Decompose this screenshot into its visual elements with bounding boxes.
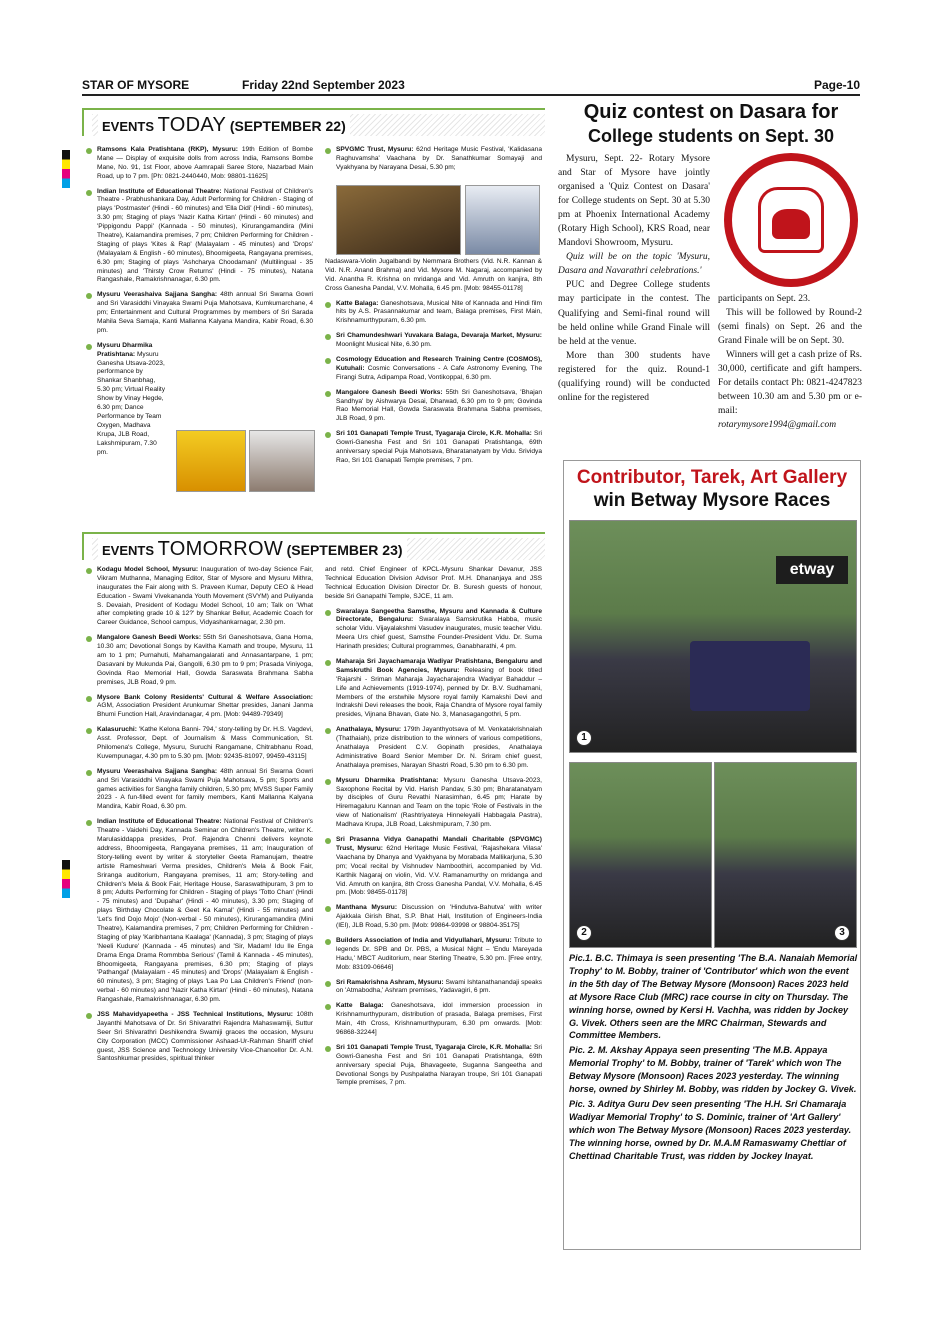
issue-date: Friday 22nd September 2023	[242, 78, 405, 92]
event-listing: Indian Institute of Educational Theatre: National Festival of Children's Theatre - Vaidehi Day, Kannada Seminar on Children's Theatre, writer K. Marulasiddappa presides, Prof. Rajendra Chenni delivers keynote address, Bhoomigeeta, Rangayana premises, 11 am; Inauguration of Story-telling event by writer & storyteller Geeta Ramanujam, theatre artiste Rameshwari Verma presides, Children's Mela & Book Fair, Sriranga auditorium, Rangayana premises, 11 am; Story-telling and Children's Mela & Book Fair, Heritage House, Saraswathipuram, 3 pm to 8 pm; Adults Performing for Children - Staging of plays 'Totto Chan' (Hindi - 75 minutes) and 'Dupahar' (Hindi - 40 minutes), 3.30 pm; Staging of plays 'Birthday Chocolate & Geet Ka Kamal' (Hindi - 55 minutes) and 'Let's find Dojo Mojo' (Non-verbal - 50 minutes), Kirurangamandira (Mini Theatre), Kalamandira premises, 7 pm; Children Performing for Children - Staging of play 'Karibhantana Kaalaga' (Kannada), 3 pm; Staging of plays 'Neeli Kudure' (Kannada - 45 minutes) and 'Sir, Madam! Idu Ile Enga Drama Enga Drama Rommbba Serious' (Tamil & Kannada - 45 minutes), Bhoomigeeta, Rangayana premises, 6.30 pm; Staging of plays 'Pathangal' (Malayalam - 45 minutes) and 'Drops' (Malayalam & English - 60 minutes), 3 pm; Staging of plays 'Laa Po Laa Children's Friend' (non- verbal - 60 minutes) and 'Nazir Katha Kirtan' (Hindi - 60 minutes), Natana Rangashale, Ramakrishnanagar, 6.30 pm.	[86, 818, 313, 1005]
page-number: Page-10	[813, 78, 860, 92]
event-listing: Kalasuruchi: 'Kathe Kelona Banni- 794,' story-telling by Dr. H.S. Vagdevi, Asst. Professor, Dept. of Journalism & Mass Communication, St. Philomena's College, Mysuru, Suruchi Rangamane, Chitrabhanu Road, Kuvempunagar, 4.30 pm to 5.30 pm. [Mob: 92435-81097, 99459-43115]	[86, 726, 313, 762]
event-listing: Manthana Mysuru: Discussion on 'Hindutva-Bahutva' with writer Ajakkala Girish Bhat, S.P. Bhat Hall, Institution of Engineers-India (IEI), JLB Road, 5.30 pm. [Mob: 99864-93998 or 98804-35175]	[325, 904, 542, 931]
event-listing: Katte Balaga: Ganeshotsava, Musical Nite of Kannada and Hindi film hits by A.S. Prasannakumar and team, Balaga premises, First Main, Krishnamurthypuram, 6.30 pm.	[325, 300, 542, 327]
shankar-shanbhag-photo	[176, 430, 246, 492]
event-listing: Sri Prasanna Vidya Ganapathi Mandali Charitable (SPVGMC) Trust, Mysuru: 62nd Heritage Music Festival, 'Rajashekara Vilasa' Vaachana by Dhanya and Vyakhyana by Morabada Mallikarjuna, 5.30 pm; Vocal recital by Vishnudev Namboothiri, accompanied by Vid. Karthik Nagaraj on violin, Vid. V.V. Ramanamurthy on mridanga and Vid. Amruth on kanjira, 8th Cross Ganesha Pandal, V.V. Mohalla, 6.45 pm. [Mob: 98455-01178]	[325, 836, 542, 898]
event-listing: Mysuru Dharmika Pratishtana: Mysuru Ganesha Utsava-2023, performance by Shankar Shanbhag, 5.30 pm; Virtual Reality Show by Vinay Hegde, 6.30 pm; Dance Performance by Team Oxygen, Madhava Krupa, JLB Road, Lakshmipuram, 7.30 pm.	[86, 342, 313, 458]
event-listing: JSS Mahavidyapeetha - JSS Technical Institutions, Mysuru: 108th Jayanthi Mahotsava of Dr. Sri Shivarathri Rajendra Mahaswamiji, Suttur Seer Sri Shivarathri Deshikendra Swamiji graces the occasion, Mysuru City Corporation (MCC) Commissioner Ashaad-Ur-Rahman Shariff chief guest, JSS Science and Technology University Vice-Chancellor Dr. A.N. Santoshkumar presides, spiritual thinker	[86, 1011, 313, 1064]
races-captions: Pic.1. B.C. Thimaya is seen presenting 'The B.A. Nanaiah Memorial Trophy' to M. Bobby, trainer of 'Contributor' which won the event in the 5th day of The Betway Mysore (Monsoon) Races 2023 held at Mysore Race Club (MRC) race course in city on Thursday. The winning horse, owned by Kersi H. Vachha, was ridden by Jockey G. Vivek. Others seen are the MRC Chairman, Stewards and Committee Members. Pic. 2. M. Akshay Appaya seen presenting 'The M.B. Appaya Memorial Trophy' to M. Bobby, trainer of 'Tarek' which won The Betway Mysore (Monsoon) Races 2023 yesterday. The winning horse, owned by Shirley M. Bobby, was ridden by Jockey G. Vivek. Pic. 3. Aditya Guru Dev seen presenting 'The H.H. Sri Chamaraja Wadiyar Memorial Trophy' to S. Dominic, trainer of 'Art Gallery' which won The Betway Mysore (Monsoon) Races 2023 yesterday. The winning horse, owned by Dr. M.A.M Ramaswamy Chettiar of Chettinad Charitable Trust, was ridden by Jockey Inayat.	[569, 953, 858, 1161]
event-listing: Mysuru Veerashaiva Sajjana Sangha: 48th annual Sri Swarna Gowri and Sri Varasiddhi Vinayaka Swami Puja Mahotsava, 5 pm; Sports and games activities for Sangha family children, 5.30 pm; MVSS Super Family 2023 - A fun-filled event for family members, Kanti Mallanna Kalyana Mandira, Kabir Road, 6.30 pm.	[86, 768, 313, 812]
photo-number-2: 2	[576, 925, 592, 941]
registration-marks	[62, 150, 70, 188]
event-listing: Kodagu Model School, Mysuru: Inauguration of two-day Science Fair, Vikram Muthanna, Managing Editor, Star of Mysore and Mysuru Mithra, inaugurates the Fair along with S. Praveen Kumar, Deputy CEO & Head Education - Swami Vivekananda Youth Movement (SVYM) and Puliyanda S. Devaiah, President of Kodagu Model School, 10 am; Talk on 'What after completing grade 10 & 12?' by Shankar Bellur, Academic Coach for Career Guidance, School campus, Vidyashankarnagar, 2.30 pm.	[86, 566, 313, 628]
event-listing: Indian Institute of Educational Theatre: National Festival of Children's Theatre - Prabhushankara Day, Adult Performing for Children - Staging of plays 'Postmaster' (Hindi - 60 minutes) and 'Ella Didi' (Hindi - 60 minutes), 3.30 pm; Staging of plays 'Nazir Katha Kirtan' (Hindi - 60 minutes) and 'Pippigondu Pappi' (Kannada - 50 minutes), Kirurangamandira (Mini Theatre), Kalamandira premises, 7 pm; Children Performing for Children - Staging of plays 'Kites & Rap' (Malayalam - 45 minutes) and 'Drops' (Malayalam & English - 60 minutes), Bhoomigeeta, Rangayana premises, 6.30 pm; Staging of plays 'Ashcharya Choodamani' (Multilingual - 35 minutes) and 'Thirsty Crow Returns' (Hindi - 75 minutes), Natana Rangashale, Ramakrishnanagar, 6.30 pm.	[86, 188, 313, 286]
photo-number-1: 1	[576, 730, 592, 746]
quiz-article-col1: Mysuru, Sept. 22- Rotary Mysore and Star of Mysore have jointly organised a 'Quiz Contest on Dasara' for College students on Sept. 30 at 5.30 pm at Phoenix International Academy (Rotary High School), KRS Road, near Mandovi Showroom, Mysuru. Quiz will be on the topic 'Mysuru, Dasara and Navarathri celebrations.' PUC and Degree College students may participate in the contest. The Qualifying and Semi-final round will be held online while Grand Finale will be held at the venue. More than 300 students have registered for the quiz. Round-1 (qualifying round) will be conducted online for the registered	[558, 154, 710, 403]
event-listing: Maharaja Sri Jayachamaraja Wadiyar Pratishtana, Bengaluru and Samskruthi Book Agencies, Mysuru: Releasing of book titled 'Rajarshi - Sriman Maharaja Jayacharajendra Wadiyar Bahaddur – Life and Achievements (1919-1974), penned by Dr. B.V. Sudhamani, Members of the erstwhile Mysore royal family Kamakshi Devi and Indrakshi Devi releases the book, Raja Chandra of Mysore royal family presides, Vijnana Bhavan, Gate No. 3, Manasagangothri, 5 pm.	[325, 658, 542, 720]
event-listing: Mangalore Ganesh Beedi Works: 55th Sri Ganeshotsava, 'Bhajan Sandhya' by Aishwarya Desai, Dharwad, 6.30 pm to 9 pm; Govinda Rao Memorial Hall, Gowda Saraswata Brahmana Sabha premises, JLB Road, 9 pm.	[325, 389, 542, 425]
events-tomorrow-right-column	[325, 566, 542, 1094]
betway-banner: etway	[776, 556, 848, 584]
quiz-email[interactable]: rotarymysore1994@gmail.com	[718, 420, 837, 431]
events-today-right-column	[325, 146, 542, 179]
event-listing: Swaralaya Sangeetha Samsthe, Mysuru and Kannada & Culture Directorate, Bengaluru: Swaralaya Samskrutika Habba, music scholar Vidu. Vijayalakshmi Vasudev inaugurates, music teacher Vidu. Meera Urs chief guest, Samsthe Founder-President Vidu. Dr. Suma Harinath presides; Cultural programmes, Ganabharathi, 4 pm.	[325, 608, 542, 652]
event-listing: and retd. Chief Engineer of KPCL-Mysuru Shankar Devanur, JSS Technical Education Division Advisor Prof. M.H. Dhananjaya and JSS Technical Education Division Director Dr. B. Suresh guests of honour, beside Sri Ganapathi Temple, SJCE, 11 am.	[325, 566, 542, 600]
event-listing: Sri 101 Ganapati Temple Trust, Tyagaraja Circle, K.R. Mohalla: Sri Gowri-Ganesha Fest and Sri 101 Ganapati Pratishtanga, 69th anniversary special Puja Mahotsava, Bharatanatyam by Vidu. Srividya Rao, Sri 101 Ganapati Temple premises, 7 pm.	[325, 430, 542, 466]
quiz-article-col2: participants on Sept. 23. This will be followed by Round-2 (semi finals) on Sept. 26 and the Grand Finale will be on Sept. 30. Winners will get a cash prize of Rs. 30,000, certificate and gift hampers. For details contact Ph: 0821-4247823 between 10.30 am and 5.30 pm or e-mail: rotarymysore1994@gmail.com	[718, 292, 862, 432]
event-listing: Ramsons Kala Pratishtana (RKP), Mysuru: 19th Edition of Bombe Mane — Display of exquisite dolls from across India, Ramsons Bombe Mane, No. 91, 1st Floor, above Aamrapali Saree Store, Nazarbad Main Road, up to 7 pm. [Ph: 0821-2440440, Mob: 98801-11625]	[86, 146, 313, 182]
event-listing: Sri 101 Ganapati Temple Trust, Tyagaraja Circle, K.R. Mohalla: Sri Gowri-Ganesha Fest and Sri 101 Ganapati Pratishtanga, 69th anniversary special Puja, Bhavageete, Suganna Sangeetha and Devotional Songs by Pushpalatha Narayan troupe, Sri 101 Ganapati Temple premises, 7 pm.	[325, 1044, 542, 1088]
event-listing: Sri Ramakrishna Ashram, Mysuru: Swami Ishtanathanandaji speaks on 'Atmabodha,' Ashram premises, Yadavagiri, 6 pm.	[325, 979, 542, 997]
event-listing: Mangalore Ganesh Beedi Works: 55th Sri Ganeshotsava, Gana Homa, 10.30 am; Devotional Songs by Kavitha Kamath and troupe, Mysuru, 11 am to 1 pm; Purnahuti, Mahamangalarati and Annasantarpane, 1 pm; Dasavani by Mukunda Pai, Gangolli, 6.30 pm to 9 pm; Prasada Viniyoga, Govinda Rao Memorial Hall, Gowda Saraswata Brahmana Sabha premises, JLB Road, 9 pm.	[86, 634, 313, 687]
events-today-right-column-2	[325, 258, 542, 472]
page-header	[82, 76, 860, 96]
photo-number-3: 3	[834, 925, 850, 941]
events-tomorrow-left-column	[86, 566, 313, 1070]
rotary-mysore-emblem	[724, 153, 858, 287]
registration-marks	[62, 860, 70, 898]
event-listing: Mysuru Veerashaiva Sajjana Sangha: 48th annual Sri Swarna Gowri and Sri Varasiddhi Vinayaka Swami Puja Mahotsava, Kumkumarchane, 4 pm; Entertainment and Cultural Programmes by members of Sri Sarada Mahila Seva Samaja, Kanti Mallanna Kalyana Mandira, Kabir Road, 6.30 pm.	[86, 291, 313, 335]
event-listing: Katte Balaga: Ganeshotsava, idol immersion procession in Krishnamurthypuram, distribution of prasada, Balaga premises, First Main, 4th Cross, Krishnamurthypuram, 6.30 pm onwards. [Mob: 96868-32244]	[325, 1002, 542, 1038]
paper-name: STAR OF MYSORE	[82, 78, 190, 92]
event-listing: Mysuru Dharmika Pratishtana: Mysuru Ganesha Utsava-2023, Saxophone Recital by Vid. Harish Pandav, 5.30 pm; Bharatanatyam by disciples of Guru Revathi Narasimhan, 6.45 pm; Harate by Hiremagaluru Kannan and Team on the topic 'Role of Festivals in the view of Nationalism' (Rashtriyateya Hinneleyalli Habbagala Pastra), Madhava Krupa, JLB Road, Lakshmipuram, 7.30 pm.	[325, 777, 542, 830]
races-headline: Contributor, Tarek, Art Gallery win Betway Mysore Races	[576, 467, 848, 511]
event-listing: Mysore Bank Colony Residents' Cultural & Welfare Association: AGM, Association President Arunkumar Shettar presides, Janani Janma Bhumi Function Hall, Aravindanagar, 4 pm. [Mob: 94489-79349]	[86, 694, 313, 721]
violinist-photo	[465, 185, 540, 255]
event-listing: Sri Chamundeshwari Yuvakara Balaga, Devaraja Market, Mysuru: Moonlight Musical Nite, 6.30 pm.	[325, 332, 542, 350]
events-today-heading: EVENTS TODAY (SEPTEMBER 22)	[82, 108, 545, 136]
event-listing: Cosmology Education and Research Training Centre (COSMOS), Kutuhali: Cosmic Conversations - A Cafe Astronomy Evening, The Firangi Sutra, Adipampa Road, Vontikoppal, 6.30 pm.	[325, 356, 542, 383]
event-listing: Builders Association of India and Vidyullahari, Mysuru: Tribute to legends Dr. SPB and Dr. PBS, a Musical Night – 'Endu Mareyada Hadu,' MBCT Auditorium, near Sterling Theatre, 5.30 pm. [Free entry, Mob: 83109-06646]	[325, 937, 542, 973]
event-listing: SPVGMC Trust, Mysuru: 62nd Heritage Music Festival, 'Kalidasana Raghuvamsha' Vaachana by Dr. Sanathkumar Somayaji and Vyakhyana by Narayana Desai, 5.30 pm;	[325, 146, 542, 173]
race-photo-2	[569, 762, 712, 948]
race-photo-1	[569, 520, 857, 753]
event-listing: Anathalaya, Mysuru: 179th Jayanthyotsava of M. Venkatakrishnaiah (Thathaiah), prize distribution to the winners of various competitions, Anathalaya President C.V. Gopinath presides, Anathalaya Administrative Board Senior Member Dr. N. Sriram chief guest, Anathalaya premises, Narayan Shastri Road, 5.30 pm to 6.30 pm.	[325, 726, 542, 770]
nemmara-brothers-photo	[336, 185, 461, 255]
quiz-headline: Quiz contest on Dasara for College students on Sept. 30	[583, 101, 839, 146]
event-listing: Nadaswara-Violin Jugalbandi by Nemmara Brothers (Vid. N.R. Kannan & Vid. N.R. Anand Brahma) and Vid. Mysore M. Nagaraj, accompanied by Vid. Anantha R. Krishna on mridanga and Vid. Amruth on kanjira, 8th Cross Ganesha Pandal, V.V. Mohalla, 6.45 pm. [Mob: 98455-01178]	[325, 258, 542, 292]
race-photo-3	[714, 762, 857, 948]
vinay-hegde-photo	[249, 430, 315, 492]
events-today-left-column	[86, 146, 313, 463]
events-tomorrow-heading: EVENTS TOMORROW (SEPTEMBER 23)	[82, 532, 545, 560]
